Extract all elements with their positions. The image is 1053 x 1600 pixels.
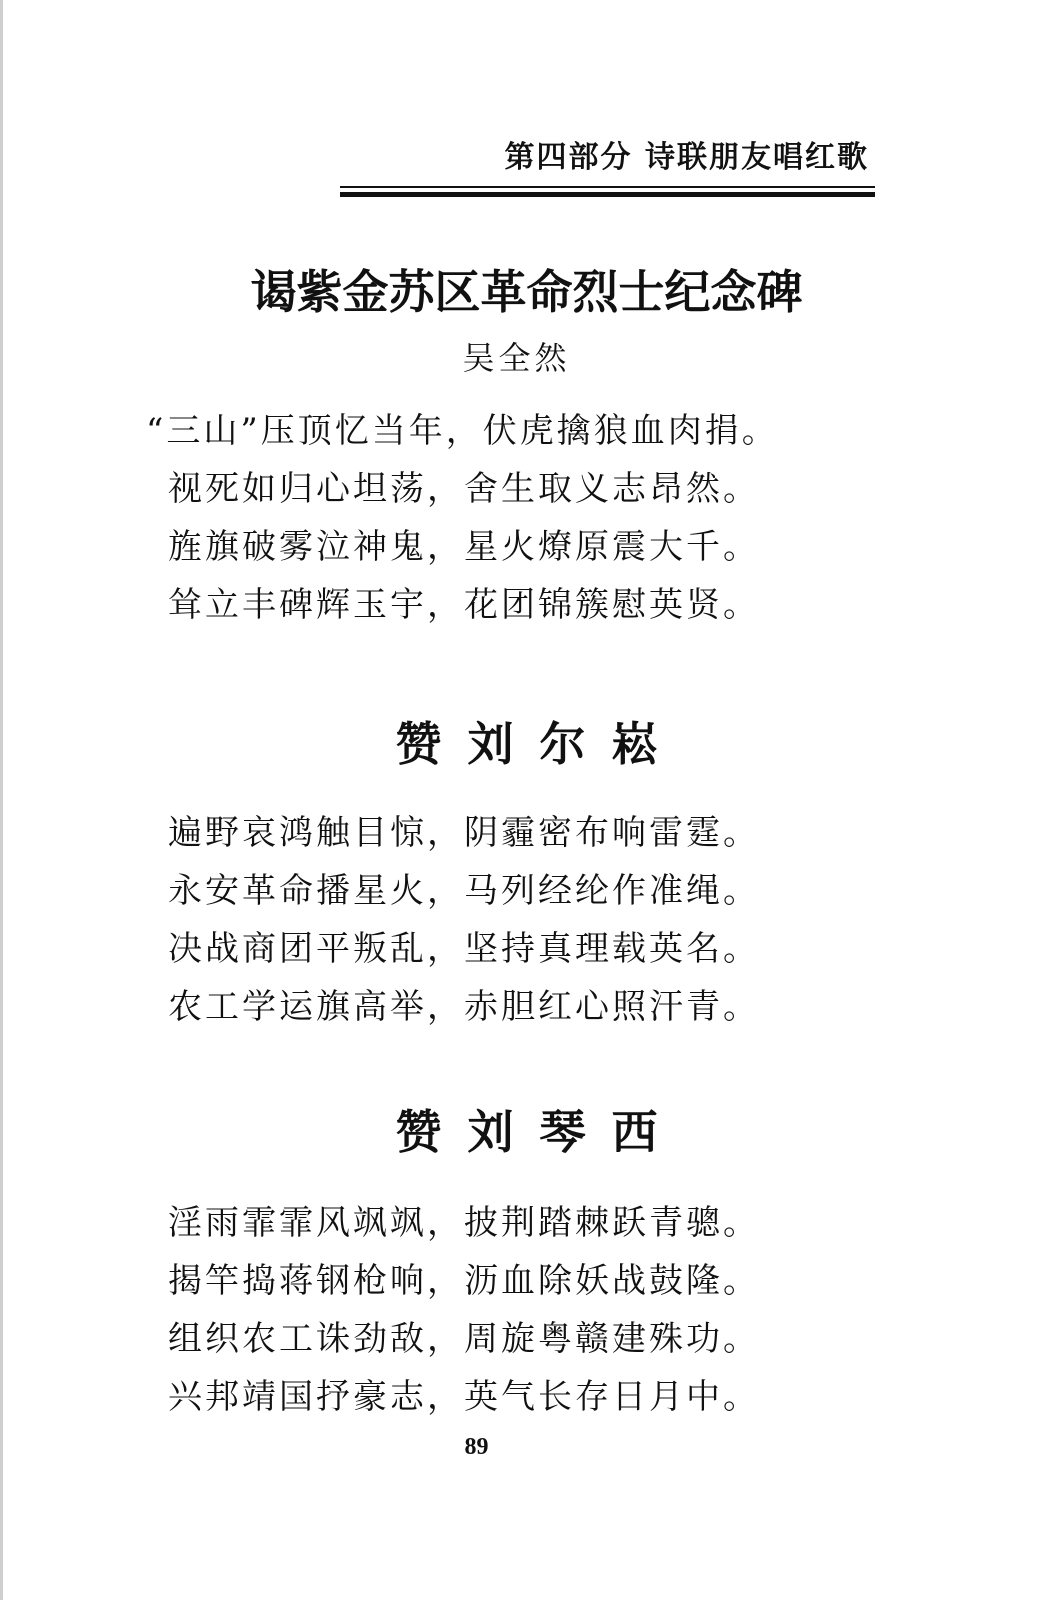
- section-title: 第四部分 诗联朋友唱红歌: [504, 140, 869, 175]
- poem-line: 淫雨霏霏风飒飒，披荆踏棘跃青骢。: [168, 1203, 760, 1243]
- poem-line: 遍野哀鸿触目惊，阴霾密布响雷霆。: [168, 813, 760, 853]
- poem-3: [0, 1102, 1053, 1426]
- poem-line: 决战商团平叛乱，坚持真理载英名。: [168, 929, 760, 969]
- poem-body: [168, 804, 1053, 1036]
- poem-line: “三山”压顶忆当年，伏虎擒狼血肉捐。: [146, 411, 779, 451]
- poem-line: 农工学运旗高举，赤胆红心照汗青。: [168, 987, 760, 1027]
- poem-1: [0, 262, 1053, 634]
- poem-title: 谒紫金苏区革命烈士纪念碑: [250, 265, 803, 319]
- header-rule-thin: [340, 186, 875, 188]
- poem-line: 视死如归心坦荡，舍生取义志昂然。: [168, 469, 760, 509]
- page-number: 89: [464, 1434, 489, 1460]
- poem-line: 组织农工诛劲敌，周旋粤赣建殊功。: [168, 1319, 760, 1359]
- poem-body: [146, 402, 1053, 634]
- poem-line: 兴邦靖国抒豪志，英气长存日月中。: [168, 1377, 760, 1417]
- poem-title: 赞刘尔崧: [395, 717, 684, 771]
- poem-line: 永安革命播星火，马列经纶作准绳。: [168, 871, 760, 911]
- poem-2: [0, 714, 1053, 1036]
- header-rule-thick: [340, 192, 875, 197]
- poem-body: [168, 1194, 1053, 1426]
- running-header: [340, 138, 875, 197]
- poem-line: 揭竿捣蒋钢枪响，沥血除妖战鼓隆。: [168, 1261, 760, 1301]
- poem-author: 吴全然: [462, 339, 571, 377]
- poem-line: 耸立丰碑辉玉宇，花团锦簇慰英贤。: [168, 585, 760, 625]
- poem-title: 赞刘琴西: [395, 1105, 684, 1159]
- poem-line: 旌旗破雾泣神鬼，星火燎原震大千。: [168, 527, 760, 567]
